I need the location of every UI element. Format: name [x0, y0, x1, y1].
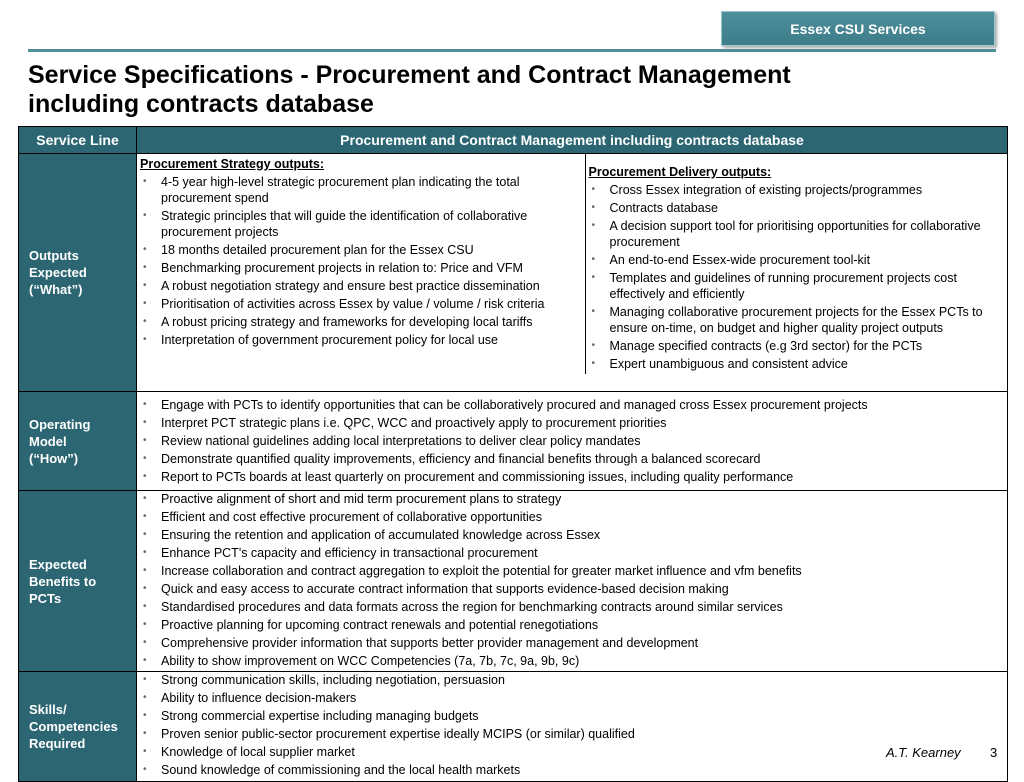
- skills-list: [137, 672, 1007, 778]
- list-item: • Proactive alignment of short and mid term procurement plans to strategy: [137, 491, 1001, 507]
- list-item: • 4-5 year high-level strategic procurement plan indicating the total procurement spend: [137, 174, 579, 206]
- label-skills: [19, 672, 137, 782]
- list-item: • Ability to show improvement on WCC Competencies (7a, 7b, 7c, 9a, 9b, 9c): [137, 653, 1001, 669]
- list-item: • A decision support tool for prioritising opportunities for collaborative procurement: [586, 218, 1002, 250]
- list-item: • Enhance PCT's capacity and efficiency in transactional procurement: [137, 545, 1001, 561]
- label-line: Outputs: [29, 248, 79, 263]
- label-line: Benefits to: [29, 573, 97, 589]
- list-item: • Strong communication skills, including negotiation, persuasion: [137, 672, 1001, 688]
- row-skills: [19, 672, 1008, 782]
- label-line: (“How”): [29, 450, 79, 466]
- list-item: • A robust pricing strategy and frameworks for developing local tariffs: [137, 314, 579, 330]
- label-line: Expected: [29, 556, 87, 572]
- list-item: • Managing collaborative procurement projects for the Essex PCTs to ensure on-time, on budget and higher quality project outputs: [586, 304, 1002, 336]
- benefits-list: [137, 491, 1007, 669]
- list-item: • Expert unambiguous and consistent advice: [586, 356, 1002, 372]
- header-service-line: Service Line: [19, 127, 137, 154]
- header-service-title: Procurement and Contract Management including contracts database: [137, 127, 1008, 154]
- label-outputs: [19, 154, 137, 392]
- outputs-inner: [137, 154, 1007, 374]
- strategy-list: [137, 174, 585, 348]
- list-item: • Review national guidelines adding local interpretations to deliver clear policy mandates: [137, 433, 1001, 449]
- row-expected-benefits: [19, 491, 1008, 672]
- label-line: (“What”): [29, 282, 83, 297]
- strategy-outputs-cell: [137, 154, 585, 374]
- label-line: Operating: [29, 416, 91, 432]
- label-operating-model: [19, 392, 137, 491]
- page-number: 3: [990, 745, 998, 760]
- title-line-1: Service Specifications - Procurement and Contract Management: [28, 61, 791, 89]
- label-line: PCTs: [29, 590, 62, 606]
- list-item: • Manage specified contracts (e.g 3rd sector) for the PCTs: [586, 338, 1002, 354]
- list-item: • Engage with PCTs to identify opportunities that can be collaboratively procured and managed cross Essex procurement projects: [137, 397, 1001, 413]
- delivery-heading: Procurement Delivery outputs:: [588, 165, 772, 179]
- label-line: Skills/: [29, 702, 67, 717]
- list-item: • Ensuring the retention and application of accumulated knowledge across Essex: [137, 527, 1001, 543]
- service-spec-table: [18, 126, 1008, 782]
- list-item: • Strong commercial expertise including managing budgets: [137, 708, 1001, 724]
- label-expected-benefits: [19, 491, 137, 672]
- list-item: • Report to PCTs boards at least quarterly on procurement and commissioning issues, including quality performance: [137, 469, 1001, 485]
- list-item: • Efficient and cost effective procurement of collaborative opportunities: [137, 509, 1001, 525]
- strategy-heading: Procurement Strategy outputs:: [140, 157, 325, 171]
- list-item: • Prioritisation of activities across Essex by value / volume / risk criteria: [137, 296, 579, 312]
- list-item: • Increase collaboration and contract aggregation to exploit the potential for greater market influence and vfm benefits: [137, 563, 1001, 579]
- list-item: • Standardised procedures and data formats across the region for benchmarking contracts around similar services: [137, 599, 1001, 615]
- operating-list: [137, 397, 1007, 485]
- header-rule: [28, 49, 996, 52]
- list-item: • A robust negotiation strategy and ensure best practice dissemination: [137, 278, 579, 294]
- footer-author: A.T. Kearney: [886, 745, 961, 760]
- row-operating-model: [19, 392, 1008, 491]
- skills-content: [137, 672, 1008, 782]
- label-line: Competencies: [29, 719, 118, 734]
- list-item: • Templates and guidelines of running procurement projects cost effectively and efficiently: [586, 270, 1002, 302]
- list-item: • Sound knowledge of commissioning and the local health markets: [137, 762, 1001, 778]
- list-item: • Proactive planning for upcoming contract renewals and potential renegotiations: [137, 617, 1001, 633]
- list-item: • Demonstrate quantified quality improvements, efficiency and financial benefits through a balanced scorecard: [137, 451, 1001, 467]
- row-outputs: [19, 154, 1008, 392]
- list-item: • An end-to-end Essex-wide procurement tool-kit: [586, 252, 1002, 268]
- list-item: • Benchmarking procurement projects in relation to: Price and VFM: [137, 260, 579, 276]
- list-item: • Cross Essex integration of existing projects/programmes: [586, 182, 1002, 198]
- label-line: Expected: [29, 265, 87, 280]
- list-item: • Proven senior public-sector procurement expertise ideally MCIPS (or similar) qualified: [137, 726, 1001, 742]
- list-item: • Interpretation of government procurement policy for local use: [137, 332, 579, 348]
- label-line: Model: [29, 433, 67, 449]
- delivery-list: [586, 182, 1008, 372]
- title-line-2: including contracts database: [28, 90, 374, 118]
- benefits-content: [137, 491, 1008, 672]
- list-item: • Knowledge of local supplier market: [137, 744, 1001, 760]
- essex-csu-badge: Essex CSU Services: [721, 11, 995, 46]
- label-line: Required: [29, 736, 86, 751]
- outputs-content: [137, 154, 1008, 392]
- list-item: • Ability to influence decision-makers: [137, 690, 1001, 706]
- list-item: • Comprehensive provider information that supports better provider management and development: [137, 635, 1001, 651]
- operating-content: [137, 392, 1008, 491]
- list-item: • 18 months detailed procurement plan for the Essex CSU: [137, 242, 579, 258]
- list-item: • Strategic principles that will guide the identification of collaborative procurement projects: [137, 208, 579, 240]
- list-item: • Interpret PCT strategic plans i.e. QPC, WCC and proactively apply to procurement priorities: [137, 415, 1001, 431]
- list-item: • Quick and easy access to accurate contract information that supports evidence-based decision making: [137, 581, 1001, 597]
- page-title: [28, 61, 988, 119]
- list-item: • Contracts database: [586, 200, 1002, 216]
- delivery-outputs-cell: [585, 154, 1007, 374]
